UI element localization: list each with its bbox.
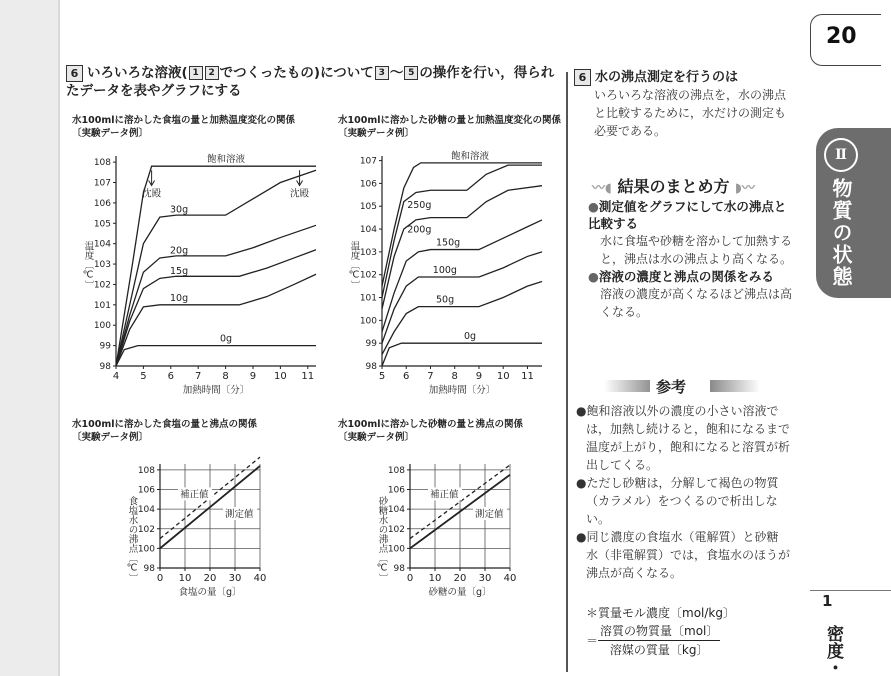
y-tick-label: 102 [137,524,155,535]
bullet2-body: 溶液の濃度が高くなるほど沸点は高くなる。 [600,287,793,319]
x-tick-label: 30 [478,573,492,584]
series-label: 15g [170,265,189,277]
formula-denominator: 溶媒の質量〔kg〕 [609,643,709,657]
y-tick-label: 105 [93,219,111,230]
chart1-salt-heating [70,142,330,398]
chart2-sugar-heating [336,142,564,398]
series-label: 補正値 [180,489,209,501]
y-tick-label: 106 [137,485,155,496]
x-tick-label: 7 [427,371,434,382]
bullet-dot-icon: ● [588,199,599,214]
x-tick-label: 20 [453,573,467,584]
x-tick-label: 7 [195,371,202,382]
chart4-title: 水100mlに溶かした砂糖の量と沸点の関係 [338,419,523,430]
ref-item-2: ●ただし砂糖は，分解して褐色の物質（カラメル）をつくるので析出しない。 [576,476,779,526]
y-tick-label: 100 [387,544,405,555]
chart3-title: 水100mlに溶かした食塩の量と沸点の関係 [72,419,257,430]
chapter-number-circle: Ⅱ [824,138,858,172]
ref-text-2: ただし砂糖は，分解して褐色の物質（カラメル）をつくるので析出しない。 [586,476,779,526]
x-tick-label: 10 [428,573,442,584]
left-page-edge [58,0,60,676]
y-axis-label: 温度〔℃〕 [82,241,94,290]
ref-box-2: 2 [205,66,219,80]
right-heading-text: 水の沸点測定を行うのは [595,70,739,85]
right-step-number-box: 6 [574,69,591,86]
formula-numerator: 溶質の物質量〔mol〕 [598,622,720,641]
x-tick-label: 40 [503,573,517,584]
formula-fraction [598,622,720,659]
chart4-sub: 〔実験データ例〕 [338,432,415,443]
summary-bullets [588,198,794,321]
series-line [116,225,316,366]
chapter-side-label: 物質の状態 [829,178,853,288]
x-axis-label: 砂糖の量〔g〕 [428,587,492,598]
ref-item-1: ●飽和溶液以外の濃度の小さい溶液では，加熱し続けると，飽和になるまで温度が上がり，飽和になると溶質が析出してくる。 [576,404,791,472]
heading-text-4: の操作を行い，得られたデータを表やグラフにする [66,65,555,99]
bullet1-head: 測定値をグラフにして水の沸点と比較する [588,199,787,231]
series-label: 30g [170,204,189,216]
series-line [382,163,542,286]
series-label: 0g [219,333,233,345]
series-label: 100g [432,264,457,276]
y-tick-label: 99 [365,339,377,350]
summary-item [588,268,794,321]
series-line [116,274,316,366]
series-label: 200g [407,224,432,236]
y-axis-label: 温度〔℃〕 [348,241,360,290]
y-tick-label: 108 [93,158,111,169]
series-label: 50g [436,294,455,306]
right-intro: いろいろな溶液の沸点を，水の沸点と比較するために，水だけの測定も必要である。 [594,88,787,138]
left-page-margin [0,0,58,676]
y-tick-label: 103 [359,247,377,258]
x-tick-label: 6 [167,371,174,382]
series-label: 補正値 [430,489,459,501]
page-number: 20 [826,24,857,49]
x-tick-label: 6 [403,371,410,382]
ref-box-1: 1 [189,66,203,80]
y-tick-label: 104 [387,505,405,516]
column-divider [566,72,568,672]
x-tick-label: 10 [274,371,287,382]
x-tick-label: 5 [378,371,386,382]
x-tick-label: 4 [112,371,120,382]
y-tick-label: 100 [93,321,111,332]
bullet2-head: 溶液の濃度と沸点の関係をみる [598,269,774,284]
chart2-sub: 〔実験データ例〕 [338,128,415,139]
x-tick-label: 9 [475,371,483,382]
ref-item-3: ●同じ濃度の食塩水（電解質）と砂糖水（非電解質）では，食塩水のほうが沸点が高くなる。 [576,530,791,580]
y-tick-label: 104 [359,225,377,236]
y-tick-label: 104 [137,505,155,516]
y-axis-label: 食塩水の沸点〔℃〕 [126,496,138,583]
reference-title: 参考 [650,376,692,397]
x-tick-label: 11 [521,371,534,382]
y-tick-label: 101 [93,300,111,311]
x-axis-label: 加熱時間〔分〕 [182,385,250,396]
chart1-title: 水100mlに溶かした食塩の量と加熱温度変化の関係 [72,115,295,126]
step-number-box: 6 [66,65,83,82]
decor-right-icon: ◗〰 [735,181,755,196]
x-tick-label: 8 [451,371,458,382]
y-axis-label: 砂糖水の沸点〔℃〕 [376,496,388,583]
series-label: 10g [170,292,189,304]
molality-formula [586,604,735,659]
summary-title-block [592,174,755,197]
series-label: 20g [170,245,189,257]
x-tick-label: 0 [156,573,164,584]
y-tick-label: 106 [359,179,377,190]
chart2-title-block [338,114,563,140]
x-tick-label: 5 [140,371,147,382]
ref-box-3: 3 [375,66,389,80]
x-tick-label: 0 [406,573,414,584]
step6-heading [66,64,561,100]
x-tick-label: 11 [301,371,315,382]
y-tick-label: 102 [359,270,377,281]
y-tick-label: 105 [359,202,377,213]
bullet1-body: 水に食塩や砂糖を溶かして加熱すると，沸点は水の沸点より高くなる。 [600,234,793,266]
series-label: 飽和溶液 [450,150,490,162]
y-tick-label: 108 [137,465,155,476]
summary-item [588,198,794,268]
y-tick-label: 108 [387,465,405,476]
y-tick-label: 102 [387,524,405,535]
formula-label: ＊質量モル濃度〔mol/kg〕 [586,606,735,620]
annotation-label: 沈殿 [290,188,310,200]
bullet-dot-icon: ● [588,269,599,284]
ref-text-1: 飽和溶液以外の濃度の小さい溶液では，加熱し続けると，飽和になるまで温度が上がり，飽和になると溶質が析出してくる。 [586,404,791,472]
side-divider [810,590,891,591]
series-label: 150g [436,237,461,249]
chart1-title-block [72,114,342,140]
series-label: 飽和溶液 [206,154,246,166]
x-axis-label: 加熱時間〔分〕 [428,385,496,396]
series-line [116,170,316,366]
series-label: 250g [407,200,432,212]
chart4-title-block [338,418,563,444]
chart3-title-block [72,418,332,444]
y-tick-label: 104 [93,239,111,250]
chart4-sugar-boiling [360,452,536,602]
series-label: 0g [463,331,477,343]
chart3-sub: 〔実験データ例〕 [72,432,149,443]
ref-text-3: 同じ濃度の食塩水（電解質）と砂糖水（非電解質）では，食塩水のほうが沸点が高くなる。 [586,530,791,580]
x-axis-label: 食塩の量〔g〕 [178,587,242,598]
x-tick-label: 30 [228,573,242,584]
y-tick-label: 99 [99,341,111,352]
chart3-salt-boiling [110,452,280,602]
heading-text-3: 〜 [389,65,404,81]
y-tick-label: 98 [99,362,111,372]
bullet1-head-row [588,198,794,232]
decor-left-icon: 〰◖ [592,181,612,196]
heading-text-1: いろいろな溶液( [87,65,188,81]
bullet2-head-row [588,268,794,285]
x-tick-label: 8 [222,371,229,382]
formula-equals: ＝ [586,633,599,648]
y-tick-label: 98 [393,564,405,574]
y-tick-label: 101 [359,293,377,304]
series-line [116,346,316,366]
y-tick-label: 103 [93,260,111,271]
section-label: 密度・ [823,625,843,676]
y-tick-label: 107 [359,156,377,167]
y-tick-label: 102 [93,280,111,291]
x-tick-label: 40 [253,573,267,584]
section-number: 1 [822,592,833,610]
summary-title: 結果のまとめ方 [617,177,730,196]
y-tick-label: 98 [365,362,377,372]
x-tick-label: 9 [249,371,257,382]
chart2-title: 水100mlに溶かした砂糖の量と加熱温度変化の関係 [338,115,561,126]
y-tick-label: 106 [93,198,111,209]
right-heading [574,66,738,86]
series-line [382,252,542,343]
y-tick-label: 107 [93,178,111,189]
y-tick-label: 106 [387,485,405,496]
series-line [382,343,542,366]
heading-text-2: でつくったもの)について [219,65,374,81]
series-line [116,250,316,366]
reference-list [576,402,790,582]
formula-fraction-row [586,622,735,659]
x-tick-label: 20 [203,573,217,584]
x-tick-label: 10 [178,573,192,584]
y-tick-label: 100 [137,544,155,555]
x-tick-label: 10 [496,371,510,382]
chart1-sub: 〔実験データ例〕 [72,128,149,139]
y-tick-label: 98 [143,564,155,574]
annotation-label: 沈殿 [142,188,162,200]
y-tick-label: 100 [359,316,377,327]
series-label: 測定値 [225,508,254,520]
ref-box-5: 5 [404,66,418,80]
series-label: 測定値 [475,508,504,520]
